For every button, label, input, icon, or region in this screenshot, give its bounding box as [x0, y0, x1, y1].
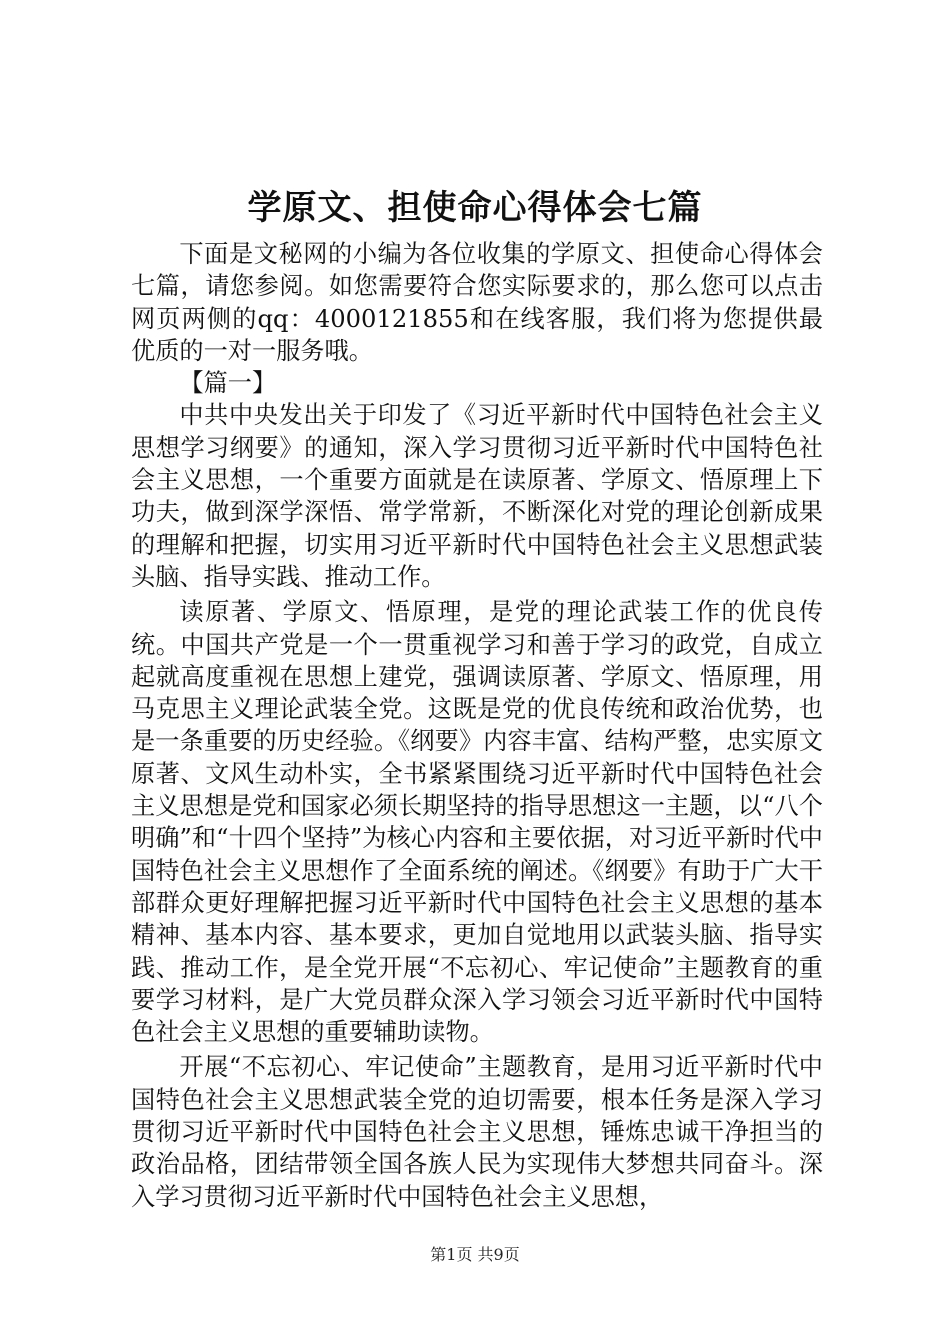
- section-heading: 【篇一】: [179, 369, 277, 398]
- intro-paragraph: 下面是文秘网的小编为各位收集的学原文、担使命心得体会七篇，请您参阅。如您需要符合您实际要求的，那么您可以点击网页两侧的qq：4000121855和在线客服，我们将为您提供最优质的一对一服务哦。: [131, 240, 823, 365]
- document-body: [131, 238, 823, 1213]
- body-paragraph-2: 读原著、学原文、悟原理，是党的理论武装工作的优良传统。中国共产党是一个一贯重视学习和善于学习的政党，自成立起就高度重视在思想上建党，强调读原著、学原文、悟原理，用马克思主义理论武装全党。这既是党的优良传统和政治优势，也是一条重要的历史经验。《纲要》内容丰富、结构严整，忠实原文原著、文风生动朴实，全书紧紧围绕习近平新时代中国特色社会主义思想是党和国家必须长期坚持的指导思想这一主题，以“八个明确”和“十四个坚持”为核心内容和主要依据，对习近平新时代中国特色社会主义思想作了全面系统的阐述。《纲要》有助于广大干部群众更好理解把握习近平新时代中国特色社会主义思想的基本精神、基本内容、基本要求，更加自觉地用以武装头脑、指导实践、推动工作，是全党开展“不忘初心、牢记使命”主题教育的重要学习材料，是广大党员群众深入学习领会习近平新时代中国特色社会主义思想的重要辅助读物。: [131, 598, 823, 1047]
- body-paragraph-1: 中共中央发出关于印发了《习近平新时代中国特色社会主义思想学习纲要》的通知，深入学习贯彻习近平新时代中国特色社会主义思想，一个重要方面就是在读原著、学原文、悟原理上下功夫，做到深学深悟、常学常新，不断深化对党的理论创新成果的理解和把握，切实用习近平新时代中国特色社会主义思想武装头脑、指导实践、推动工作。: [131, 401, 823, 591]
- body-paragraph-3: 开展“不忘初心、牢记使命”主题教育，是用习近平新时代中国特色社会主义思想武装全党的迫切需要，根本任务是深入学习贯彻习近平新时代中国特色社会主义思想，锤炼忠诚干净担当的政治品格，团结带领全国各族人民为实现伟大梦想共同奋斗。深入学习贯彻习近平新时代中国特色社会主义思想，: [131, 1053, 823, 1211]
- document-title: 学原文、担使命心得体会七篇: [247, 188, 703, 228]
- page-footer: 第1页 共9页: [430, 1245, 520, 1264]
